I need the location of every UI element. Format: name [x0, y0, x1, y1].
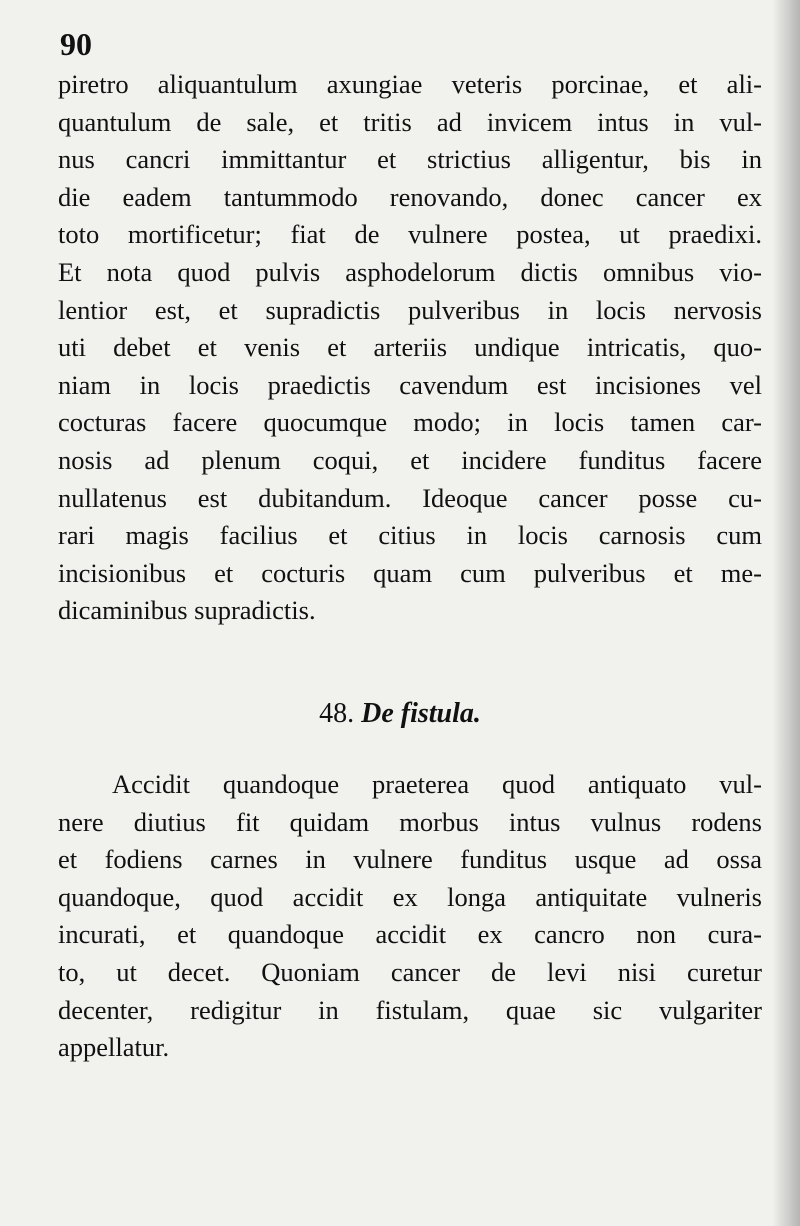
section-heading	[0, 698, 800, 730]
text-line: quantulum de sale, et tritis ad invicem intus in vul-	[58, 106, 762, 137]
text-line: appellatur.	[58, 1032, 170, 1063]
paragraph-1	[58, 66, 762, 630]
text-line: piretro aliquantulum axungiae veteris porcinae, et ali-	[58, 69, 762, 99]
section-number: 48.	[319, 698, 355, 729]
text-line: quandoque, quod accidit ex longa antiquitate vulneris	[58, 881, 762, 912]
text-line: Accidit quandoque praeterea quod antiquato vul-	[112, 769, 762, 799]
text-line: die eadem tantummodo renovando, donec cancer ex	[58, 181, 762, 212]
text-line: nullatenus est dubitandum. Ideoque cancer posse cu-	[58, 482, 762, 513]
text-line: nere diutius fit quidam morbus intus vulnus rodens	[58, 806, 762, 837]
text-line: uti debet et venis et arteriis undique intricatis, quo-	[58, 332, 762, 363]
text-line: incurati, et quandoque accidit ex cancro non cura-	[58, 919, 762, 950]
page-edge-shadow	[772, 0, 800, 1226]
section-title: De fistula.	[361, 698, 481, 729]
text-line: rari magis facilius et citius in locis carnosis cum	[58, 520, 762, 551]
text-line: cocturas facere quocumque modo; in locis tamen car-	[58, 407, 762, 438]
text-line: lentior est, et supradictis pulveribus in locis nervosis	[58, 294, 762, 325]
text-line: to, ut decet. Quoniam cancer de levi nisi curetur	[58, 956, 762, 987]
text-line: niam in locis praedictis cavendum est incisiones vel	[58, 369, 762, 400]
text-line: dicaminibus supradictis.	[58, 595, 316, 626]
text-line: et fodiens carnes in vulnere funditus usque ad ossa	[58, 844, 762, 875]
text-line: incisionibus et cocturis quam cum pulveribus et me-	[58, 557, 762, 588]
text-line: nus cancri immittantur et strictius alligentur, bis in	[58, 144, 762, 175]
text-line: Et nota quod pulvis asphodelorum dictis omnibus vio-	[58, 256, 762, 287]
text-line: toto mortificetur; fiat de vulnere postea, ut praedixi.	[58, 219, 762, 250]
text-line: nosis ad plenum coqui, et incidere funditus facere	[58, 444, 762, 475]
paragraph-2	[58, 766, 762, 1067]
text-line: decenter, redigitur in fistulam, quae sic vulgariter	[58, 994, 762, 1025]
page-number: 90	[60, 26, 92, 62]
